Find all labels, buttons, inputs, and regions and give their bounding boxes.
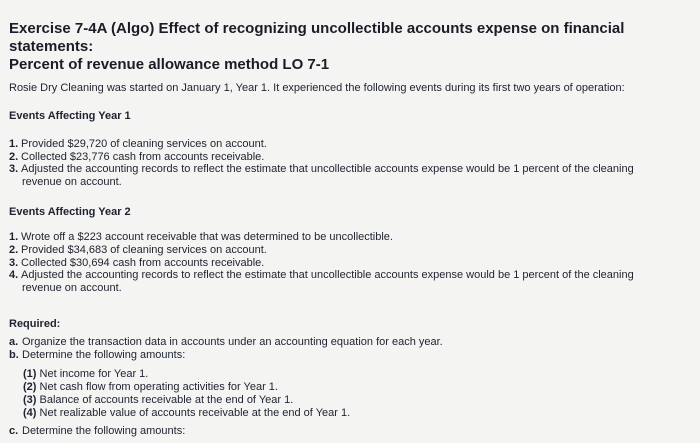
- year2-heading: Events Affecting Year 2: [9, 206, 131, 218]
- requirement-text: Organize the transaction data in accounts under an accounting equation for each year.: [22, 336, 443, 348]
- sub-number: (4): [23, 407, 37, 419]
- event-text: Collected $30,694 cash from accounts receivable.: [21, 257, 265, 269]
- event-number: 2.: [9, 244, 19, 256]
- sub-number: (1): [23, 368, 37, 380]
- sub-text: Balance of accounts receivable at the end of Year 1.: [39, 394, 294, 406]
- required-a: [9, 336, 443, 349]
- event-number: 3.: [9, 257, 19, 269]
- year2-event-2: [9, 244, 267, 257]
- title-line-1: Exercise 7-4A (Algo) Effect of recognizing uncollectible accounts expense on financial statements:: [9, 20, 625, 55]
- year1-event-3: [9, 163, 634, 189]
- sub-text: Net cash flow from operating activities for Year 1.: [39, 381, 278, 393]
- sub-text: Net income for Year 1.: [39, 368, 149, 380]
- event-number: 1.: [9, 231, 19, 243]
- requirement-text: Determine the following amounts:: [22, 349, 186, 361]
- event-number: 2.: [9, 151, 19, 163]
- requirement-text: Determine the following amounts:: [22, 425, 186, 437]
- required-b-item-4: [9, 407, 350, 420]
- required-b-item-2: [9, 381, 278, 394]
- title-line-2: Percent of revenue allowance method LO 7-1: [9, 56, 330, 73]
- requirement-letter: b.: [9, 349, 19, 361]
- event-number: 3.: [9, 163, 19, 175]
- required-b-item-1: [9, 368, 148, 381]
- exercise-title: [9, 20, 689, 74]
- requirement-letter: a.: [9, 336, 19, 348]
- event-text: Wrote off a $223 account receivable that was determined to be uncollectible.: [21, 231, 393, 243]
- event-text: Provided $34,683 of cleaning services on account.: [21, 244, 267, 256]
- required-b-item-3: [9, 394, 293, 407]
- event-text: Provided $29,720 of cleaning services on account.: [21, 138, 267, 150]
- year2-event-1: [9, 231, 393, 244]
- event-number: 1.: [9, 138, 19, 150]
- sub-number: (3): [23, 394, 37, 406]
- event-number: 4.: [9, 269, 19, 281]
- intro-text: Rosie Dry Cleaning was started on January 1, Year 1. It experienced the following events during its first two years of operation:: [9, 82, 625, 94]
- requirement-letter: c.: [9, 425, 19, 437]
- sub-number: (2): [23, 381, 37, 393]
- event-text: Adjusted the accounting records to reflect the estimate that uncollectible accounts expense would be 1 percent of the cleaning: [21, 269, 634, 281]
- event-text: Collected $23,776 cash from accounts receivable.: [21, 151, 265, 163]
- year2-event-4: [9, 269, 634, 295]
- required-b: [9, 349, 185, 362]
- year1-event-1: [9, 138, 267, 151]
- event-text-continued: revenue on account.: [22, 176, 122, 188]
- event-text: Adjusted the accounting records to reflect the estimate that uncollectible accounts expense would be 1 percent of the cleaning: [21, 163, 634, 175]
- year1-heading: Events Affecting Year 1: [9, 110, 131, 122]
- required-heading: Required:: [9, 318, 61, 330]
- event-text-continued: revenue on account.: [22, 282, 122, 294]
- sub-text: Net realizable value of accounts receivable at the end of Year 1.: [39, 407, 351, 419]
- required-c: [9, 425, 185, 438]
